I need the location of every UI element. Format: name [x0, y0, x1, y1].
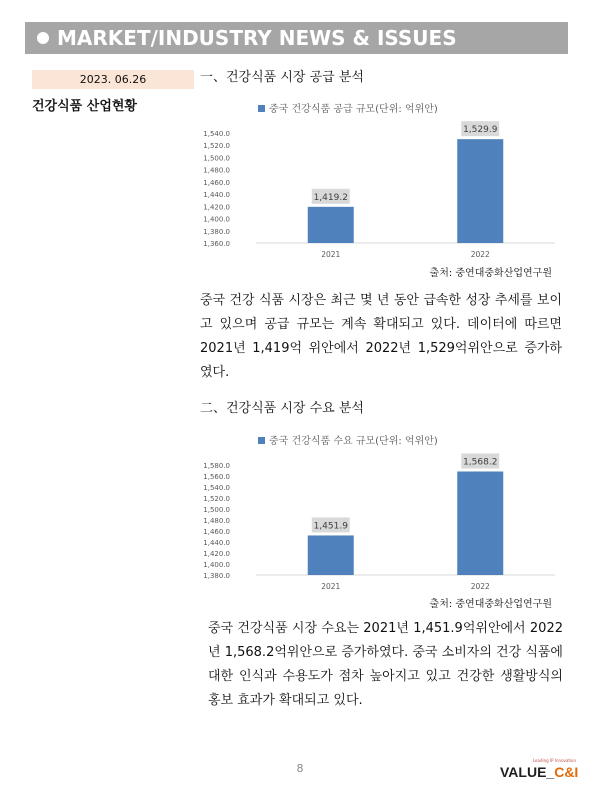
chart2-legend-label: 중국 건강식품 수요 규모(단위: 억위안) [269, 436, 438, 447]
x-tick-label: 2022 [470, 582, 490, 591]
y-tick-label: 1,540.0 [203, 130, 230, 138]
y-tick-label: 1,560.0 [203, 473, 230, 481]
y-tick-label: 1,360.0 [203, 240, 230, 248]
bar [457, 471, 503, 575]
y-tick-label: 1,520.0 [203, 142, 230, 151]
logo-wordmark [500, 764, 578, 780]
data-label: 1,419.2 [313, 192, 348, 203]
y-tick-label: 1,500.0 [203, 154, 230, 163]
y-tick-label: 1,400.0 [203, 215, 230, 224]
x-tick-label: 2021 [321, 582, 341, 591]
section2-title: 二、건강식품 시장 수요 분석 [200, 401, 364, 416]
demand-chart [200, 425, 570, 610]
y-tick-label: 1,520.0 [203, 495, 230, 503]
y-tick-label: 1,460.0 [203, 178, 230, 187]
bar [308, 535, 354, 575]
section2-paragraph: 중국 건강식품 시장 수요는 2021년 1,451.9억위안에서 2022년 1,568.2억위안으로 증가하였다. 중국 소비자의 건강 식품에 대한 인식과 수용도가 점차 높아지고 있고 건강한 생활방식의 홍보 효과가 확대되고 있다. [208, 621, 563, 708]
chart2-source: 출처: 중연대중화산업연구원 [429, 599, 552, 610]
y-tick-label: 1,500.0 [203, 506, 230, 514]
supply-chart [200, 93, 570, 278]
chart2-plot [200, 425, 570, 610]
bar [308, 207, 354, 243]
logo-main: VALUE_ [500, 764, 555, 780]
y-tick-label: 1,440.0 [203, 191, 230, 200]
x-tick-label: 2022 [470, 250, 490, 259]
data-label: 1,568.2 [463, 457, 498, 468]
company-logo [500, 758, 579, 786]
y-tick-label: 1,580.0 [203, 462, 230, 470]
section1-title: 一、건강식품 시장 공급 분석 [200, 70, 364, 85]
y-tick-label: 1,460.0 [203, 528, 230, 536]
chart1-plot [200, 93, 570, 278]
data-label: 1,529.9 [463, 125, 498, 136]
side-title: 건강식품 산업현황 [32, 99, 137, 114]
page-number: 8 [296, 762, 304, 775]
data-label: 1,451.9 [313, 521, 348, 532]
y-tick-label: 1,480.0 [203, 517, 230, 525]
x-tick-label: 2021 [321, 250, 341, 259]
y-tick-label: 1,540.0 [203, 484, 230, 492]
chart1-source: 출처: 중연대중화산업연구원 [429, 268, 552, 279]
chart1-legend-label: 중국 건강식품 공급 규모(단위: 억위안) [269, 104, 438, 115]
y-tick-label: 1,480.0 [203, 166, 230, 175]
y-tick-label: 1,440.0 [203, 539, 230, 547]
bullet-icon [37, 32, 49, 44]
logo-tagline: Leading IP Innovation [532, 758, 576, 763]
y-tick-label: 1,400.0 [203, 561, 230, 569]
y-tick-label: 1,420.0 [203, 550, 230, 558]
date-badge: 2023. 06.26 [32, 70, 194, 89]
header-banner [25, 22, 568, 54]
y-tick-label: 1,380.0 [203, 572, 230, 580]
bar [457, 139, 503, 243]
header-title: MARKET/INDUSTRY NEWS & ISSUES [57, 26, 457, 50]
y-tick-label: 1,380.0 [203, 227, 230, 236]
logo-accent: C&I [554, 764, 579, 780]
y-tick-label: 1,420.0 [203, 203, 230, 212]
section1-paragraph: 중국 건강 식품 시장은 최근 몇 년 동안 급속한 성장 추세를 보이고 있으며 공급 규모는 계속 확대되고 있다. 데이터에 따르면 2021년 1,419억 위안에서 2022년 1,529억위안으로 증가하였다. [200, 293, 562, 380]
